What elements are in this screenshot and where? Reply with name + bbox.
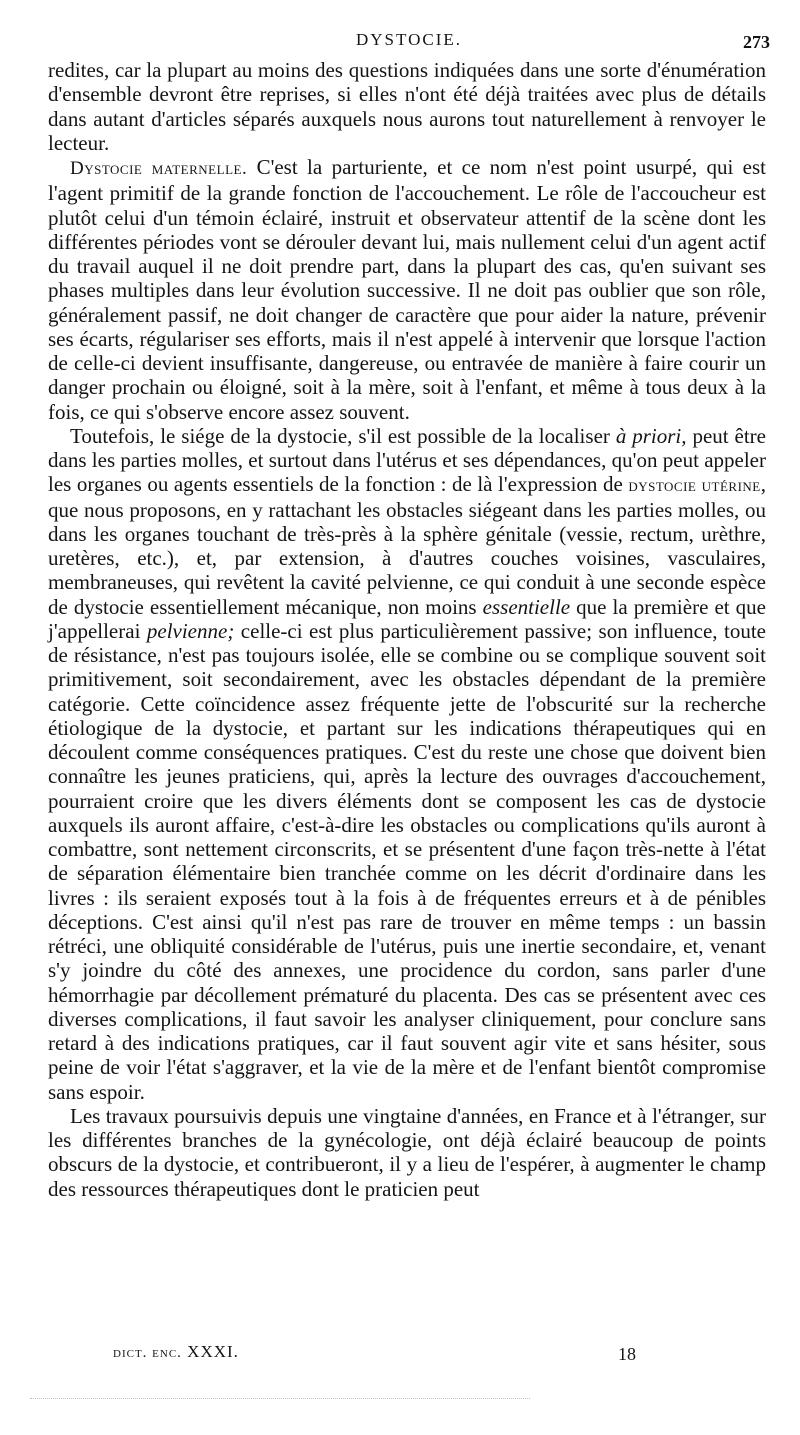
paragraph-3-part-a: Toutefois, le siége de la dystocie, s'il est possible de la localiser [70, 423, 616, 448]
paragraph-2 [48, 155, 766, 424]
body-text [48, 58, 766, 1201]
paragraph-2-text: C'est la parturiente, et ce nom n'est point usurpé, qui est l'agent primitif de la grande fonction de l'accouchement. Le rôle de l'accoucheur est plutôt celui d'un témoin éclairé, instruit et observateur attentif de la scène dont les différentes périodes vont se dérouler devant lui, mais nullement celui d'un agent actif du travail auquel il ne doit prendre part, dans la plupart des cas, qu'en suivant ses phases multiples dans leur évolution successive. Il ne doit pas oublier que son rôle, généralement passif, ne doit changer de caractère que pour aider la nature, prévenir ses écarts, régulariser ses efforts, mais il n'est appelé à intervenir que lorsque l'action de celle-ci devient insuffisante, dangereuse, ou entravée de manière à faire courir un danger prochain ou éloigné, soit à la mère, soit à l'enfant, et même à tous deux à la fois, ce qui s'observe encore assez souvent. [48, 155, 766, 424]
page-footer [48, 1342, 766, 1368]
page-number: 273 [743, 32, 770, 52]
paragraph-3-part-b: peut être dans les parties molles, et surtout dans l'utérus et ses dépendances, qu'on peut appeler les organes ou agents essentiels de la fonction : de là l'expression de [48, 423, 766, 497]
scan-artifact-line [30, 1398, 530, 1401]
paragraph-3-part-e: celle-ci est plus particulièrement passive; son influence, toute de résistance, n'est pas toujours isolée, elle se combine ou se complique souvent soit primitivement, soit secondairement, avec les obstacles dépendant de la première catégorie. Cette coïncidence assez fréquente jette de l'obscurité sur la recherche étiologique de la dystocie, et partant sur les indications thérapeutiques qui en découlent comme conséquences pratiques. C'est du reste une chose que doivent bien connaître les jeunes praticiens, qui, après la lecture des ouvrages d'accouchement, pourraient croire que les divers éléments dont se composent les cas de dystocie auxquels ils auront affaire, c'est-à-dire les obstacles ou complications qu'ils auront à combattre, sont nettement circonscrits, et se présentent d'une façon très-nette à l'état de séparation élémentaire bien tranchée comme on les décrit d'ordinaire dans les livres : ils seraient exposés tout à la fois à de fréquentes erreurs et à de pénibles déceptions. C'est ainsi qu'il n'est pas rare de trouver en même temps : un bassin rétréci, une obliquité considérable de l'utérus, puis une inertie secondaire, et, venant s'y joindre du côté des annexes, une procidence du cordon, sans parler d'une hémorrhagie par décollement prématuré du placenta. Des cas se présentent avec ces diverses complications, il faut savoir les analyser cliniquement, pour conclure sans retard à des indications pratiques, car il faut souvent agir vite et sans hésiter, sous peine de voir l'état s'aggraver, et la vie de la mère et de l'enfant bientôt compromise sans espoir. [48, 618, 766, 1104]
paragraph-4-text: Les travaux poursuivis depuis une vingtaine d'années, en France et à l'étranger, sur les différentes branches de la gynécologie, ont déjà éclairé beaucoup de points obscurs de la dystocie, et contribueront, il y a lieu de l'espérer, à augmenter le champ des ressources thérapeutiques dont le praticien peut [48, 1103, 766, 1201]
sheet-number: 18 [618, 1344, 636, 1364]
printer-signature [113, 1342, 239, 1362]
signature-prefix: dict. enc. [113, 1345, 182, 1361]
section-lead-dystocie-maternelle: Dystocie maternelle. [70, 158, 248, 179]
paragraph-3 [48, 424, 766, 1104]
page-header [48, 28, 770, 56]
term-dystocie-uterine: dystocie utérine [628, 475, 761, 496]
italic-essentielle: essentielle [482, 594, 571, 619]
italic-a-priori: à priori, [615, 423, 687, 448]
running-title: DYSTOCIE. [356, 30, 462, 49]
paragraph-3-part-d: que la première et que j'appellerai [48, 594, 766, 643]
italic-pelvienne: pelvienne; [146, 618, 235, 643]
signature-volume: XXXI. [187, 1342, 239, 1361]
paragraph-1 [48, 58, 766, 155]
paragraph-4 [48, 1104, 766, 1201]
paragraph-3-part-c: , que nous proposons, en y rattachant les obstacles siégeant dans les parties molles, ou dans les organes touchant de très-près à la sphère génitale (vessie, rectum, urèthre, uretères, etc.), et, par extension, à d'autres couches voisines, vasculaires, membraneuses, qui revêtent la cavité pelvienne, ce qui conduit à une seconde espèce de dystocie essentiellement mécanique, non moins [48, 472, 766, 619]
paragraph-1-text: redites, car la plupart au moins des questions indiquées dans une sorte d'énumération d'ensemble devront être reprises, si elles n'ont été déjà traitées avec plus de détails dans autant d'articles séparés auxquels nous aurons tout naturellement à renvoyer le lecteur. [48, 58, 766, 155]
